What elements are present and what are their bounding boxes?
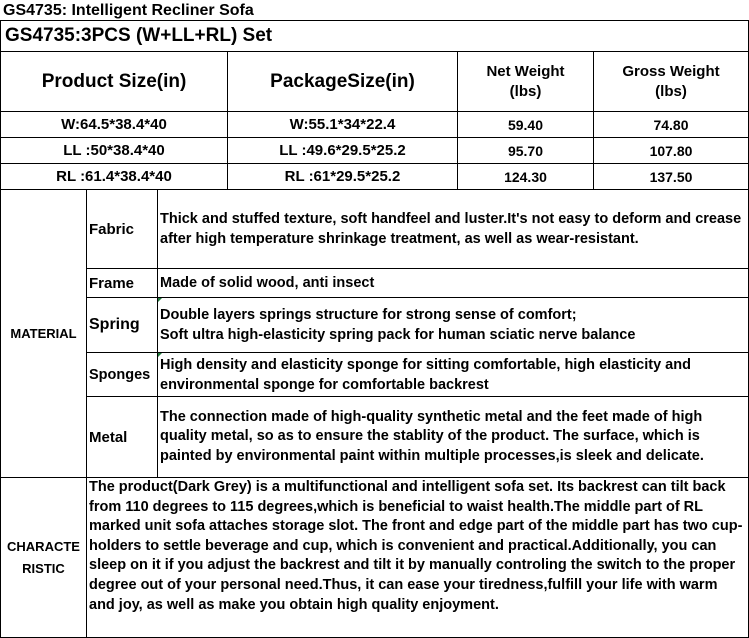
header-product-size: Product Size(in) <box>41 70 187 92</box>
product-size-cell: W:64.5*38.4*40 <box>61 116 167 133</box>
package-size-cell: W:55.1*34*22.4 <box>289 116 396 133</box>
gross-weight-cell: 74.80 <box>653 116 689 133</box>
package-size-cell: RL :61*29.5*25.2 <box>284 168 401 185</box>
header-gross-weight: Gross Weight (lbs) <box>622 62 720 100</box>
characteristic-text: The product(Dark Grey) is a multifunctional and intelligent sofa set. Its backrest can tilt back from 110 degrees to 115 degrees,which is beneficial to waist health.The middle part of RL marked unit sofa attaches storage slot. The front and edge part of the middle part has two cup-holders to settle beverage and cup, which is convenient and practical.Additionally, you can sleep on it if you adjust the backrest and tilt it by manually controling the switch to the proper degree out of your personal need.Thus, it can ease your tiredness,fulfill your life with warm and joy, as well as make you obtain high quality enjoyment. <box>89 479 743 613</box>
product-size-cell: LL :50*38.4*40 <box>63 142 165 159</box>
material-name-spring: Spring <box>89 316 140 333</box>
header-net-weight: Net Weight (lbs) <box>486 62 565 100</box>
product-size-cell: RL :61.4*38.4*40 <box>56 168 172 185</box>
package-size-cell: LL :49.6*29.5*25.2 <box>279 142 406 159</box>
document-title: GS4735: Intelligent Recliner Sofa <box>3 2 254 19</box>
material-desc-frame: Made of solid wood, anti insect <box>160 275 375 291</box>
net-weight-cell: 124.30 <box>504 168 547 185</box>
net-weight-cell: 95.70 <box>507 142 544 159</box>
material-desc-spring: Double layers springs structure for strong sense of comfort; Soft ultra high-elasticity spring pack for human sciatic nerve balance <box>160 307 636 343</box>
material-desc-metal: The connection made of high-quality synthetic metal and the feet made of high quality metal, so as to ensure the stablity of the product. The surface, which is painted by environmental paint within multiple processes,is sleek and delicate. <box>160 408 704 464</box>
material-name-fabric: Fabric <box>89 220 135 238</box>
net-weight-cell: 59.40 <box>507 116 544 133</box>
set-name: GS4735:3PCS (W+LL+RL) Set <box>5 25 273 46</box>
gross-weight-cell: 137.50 <box>649 168 693 185</box>
material-desc-fabric: Thick and stuffed texture, soft handfeel and luster.It's not easy to deform and crease after high temperature shrinkage treatment, as well as wear-resistant. <box>160 211 742 247</box>
material-name-frame: Frame <box>89 274 135 292</box>
material-name-metal: Metal <box>89 428 128 446</box>
material-name-sponges: Sponges <box>89 366 151 383</box>
header-package-size: PackageSize(in) <box>270 70 415 92</box>
characteristic-label: CHARACTE RISTIC <box>7 538 80 576</box>
material-desc-sponges: High density and elasticity sponge for sitting comfortable, high elasticity and environmental sponge for comfortable backrest <box>160 356 691 393</box>
gross-weight-cell: 107.80 <box>649 142 693 159</box>
material-label: MATERIAL <box>10 326 77 341</box>
